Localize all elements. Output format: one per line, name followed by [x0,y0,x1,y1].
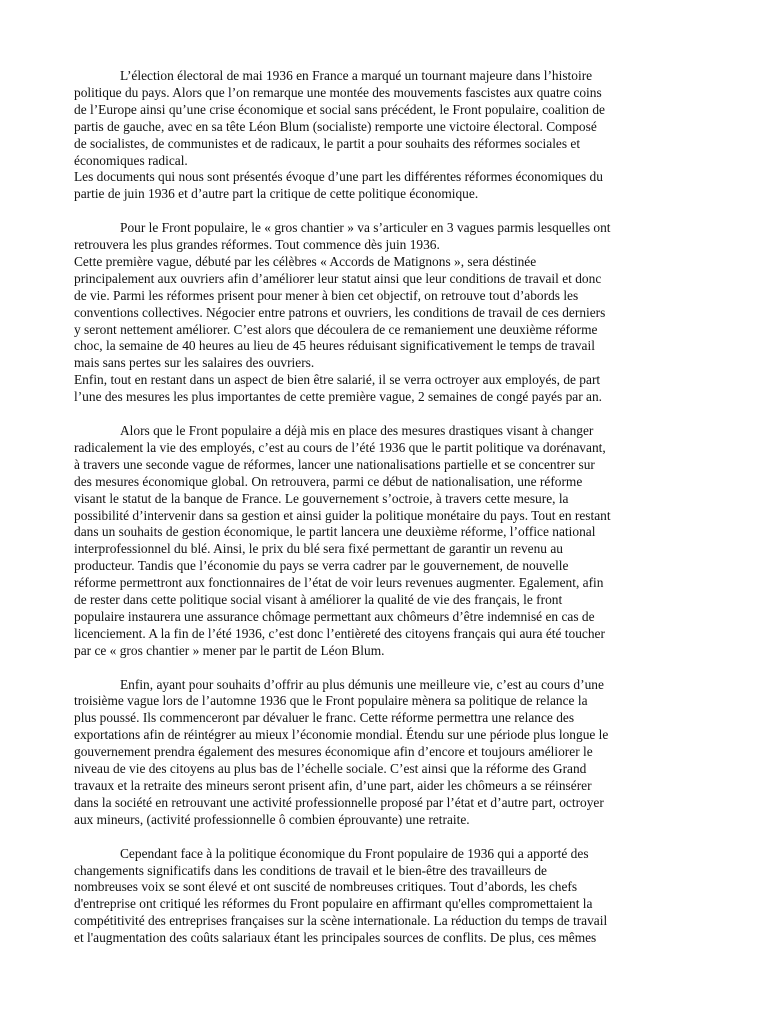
paragraph-premiere-vague [74,254,698,372]
text-line: possibilité d’intervenir dans sa gestion et ainsi guider la politique monétaire du pays. Tout en restant [74,507,611,523]
text-line: Cette première vague, débuté par les célèbres « Accords de Matignons », sera déstinée [74,253,537,269]
text-line: dans la société en retrouvant une activité professionnelle proposé par l’état et d’autre part, octroyer [74,794,604,810]
text-line: Pour le Front populaire, le « gros chantier » va s’articuler en 3 vagues parmis lesquelles ont [120,220,611,236]
text-line: niveau de vie des citoyens au plus bas de l’échelle sociale. C’est ainsi que la réforme des Grand [74,761,587,777]
paragraph-spacer [74,406,698,423]
text-line: mais sans pertes sur les salaires des ouvriers. [74,355,315,371]
text-line: de vie. Parmi les réformes prisent pour mener à bien cet objectif, on retrouve tout d’abords les [74,287,579,303]
paragraph-spacer [74,829,698,846]
text-line: licenciement. A la fin de l’été 1936, c’est donc l’entièreté des citoyens français qui aura été toucher [74,625,605,641]
paragraph-spacer [74,203,698,220]
text-line: partie de juin 1936 et d’autre part la critique de cette politique économique. [74,186,479,202]
paragraph-spacer [74,660,698,677]
text-line: interprofessionnel du blé. Ainsi, le prix du blé sera fixé permettant de garantir un revenu au [74,541,563,557]
text-line: de socialistes, de communistes et de radicaux, le partit a pour souhaits des réformes sociales et [74,135,581,151]
paragraph-gros-chantier [74,220,698,254]
text-line: plus poussé. Ils commenceront par dévaluer le franc. Cette réforme permettra une relance des [74,710,575,726]
text-line: exportations afin de réintégrer au mieux l’économie mondial. Étendu sur une période plus longue le [74,727,609,743]
document-page [74,68,698,947]
text-line: Cependant face à la politique économique du Front populaire de 1936 qui a apporté des [120,845,589,861]
text-line: choc, la semaine de 40 heures au lieu de 45 heures réduisant significativement le temps de travail [74,338,595,354]
text-line: retrouvera les plus grandes réformes. Tout commence dès juin 1936. [74,237,440,253]
text-line: radicalement la vie des employés, c’est au cours de l’été 1936 que le partit politique va dorénavant, [74,439,606,455]
text-line: principalement aux ouvriers afin d’améliorer leur statut ainsi que leur conditions de travail et donc [74,270,602,286]
text-line: nombreuses voix se sont élevé et ont suscité de nombreuses critiques. Tout d’abords, les chefs [74,879,578,895]
text-line: et l'augmentation des coûts salariaux étant les principales sources de conflits. De plus, ces mêmes [74,930,597,946]
text-line: réforme permettront aux fonctionnaires de l’état de voir leurs revenues augmenter. Egalement, afin [74,575,604,591]
text-line: l’une des mesures les plus importantes de cette première vague, 2 semaines de congé payés par an. [74,389,602,405]
text-line: politique du pays. Alors que l’on remarque une montée des mouvements fascistes aux quatre coins [74,84,602,100]
text-line: d'entreprise ont critiqué les réformes du Front populaire en affirmant qu'elles compromettaient la [74,896,593,912]
text-line: économiques radical. [74,152,188,168]
text-line: y seront nettement améliorer. C’est alors que découlera de ce remaniement une deuxième réforme [74,321,598,337]
paragraph-conges-payes [74,372,698,406]
paragraph-intro [74,68,698,169]
text-line: à travers une seconde vague de réformes, lancer une nationalisations partielle et se concentrer sur [74,456,595,472]
text-line: Enfin, tout en restant dans un aspect de bien être salarié, il se verra octroyer aux employés, de part [74,372,601,388]
text-line: gouvernement prendra également des mesures économique afin d’encore et toujours améliorer le [74,744,593,760]
text-line: Enfin, ayant pour souhaits d’offrir au plus démunis une meilleure vie, c’est au cours d’une [120,676,604,692]
text-line: Alors que le Front populaire a déjà mis en place des mesures drastiques visant à changer [120,423,594,438]
text-line: producteur. Tandis que l’économie du pays se verra cadrer par le gouvernement, de nouvelle [74,558,569,574]
text-line: visant le statut de la banque de France. Le gouvernement s’octroie, à travers cette mesure, la [74,490,569,506]
text-line: changements significatifs dans les conditions de travail et le bien-être des travailleurs de [74,862,547,878]
text-line: Les documents qui nous sont présentés évoque d’une part les différentes réformes économiques du [74,169,603,185]
text-line: par ce « gros chantier » mener par le partit de Léon Blum. [74,642,385,658]
text-line: des mesures économique global. On retrouvera, parmi ce début de nationalisation, une réforme [74,473,583,489]
text-line: dans un souhaits de gestion économique, le partit lancera une deuxième réforme, l’office national [74,524,596,540]
text-line: populaire instaurera une assurance chômage permettant aux chômeurs d’être indemnisé en cas de [74,608,595,624]
text-line: aux mineurs, (activité professionnelle ô combien éprouvante) une retraite. [74,811,470,827]
text-line: troisième vague lors de l’automne 1936 que le Front populaire mènera sa politique de relance la [74,693,588,709]
text-line: L’élection électoral de mai 1936 en France a marqué un tournant majeure dans l’histoire [120,68,593,83]
paragraph-documents [74,169,698,203]
text-line: conventions collectives. Négocier entre patrons et ouvriers, les conditions de travail de ces derniers [74,304,606,320]
paragraph-seconde-vague [74,423,698,660]
paragraph-critiques [74,846,698,947]
paragraph-troisieme-vague [74,677,698,829]
text-line: compétitivité des entreprises françaises sur la scène internationale. La réduction du temps de travail [74,913,608,929]
text-line: partis de gauche, avec en sa tête Léon Blum (socialiste) remporte une victoire électoral. Composé [74,118,597,134]
text-line: de l’Europe ainsi qu’une crise économique et social sans précédent, le Front populaire, coalition de [74,101,605,117]
text-line: de rester dans cette politique social visant à améliorer la qualité de vie des français, le front [74,592,563,608]
text-line: travaux et la retraite des mineurs seront prisent afin, d’une part, aider les chômeurs a se réinsérer [74,778,592,794]
